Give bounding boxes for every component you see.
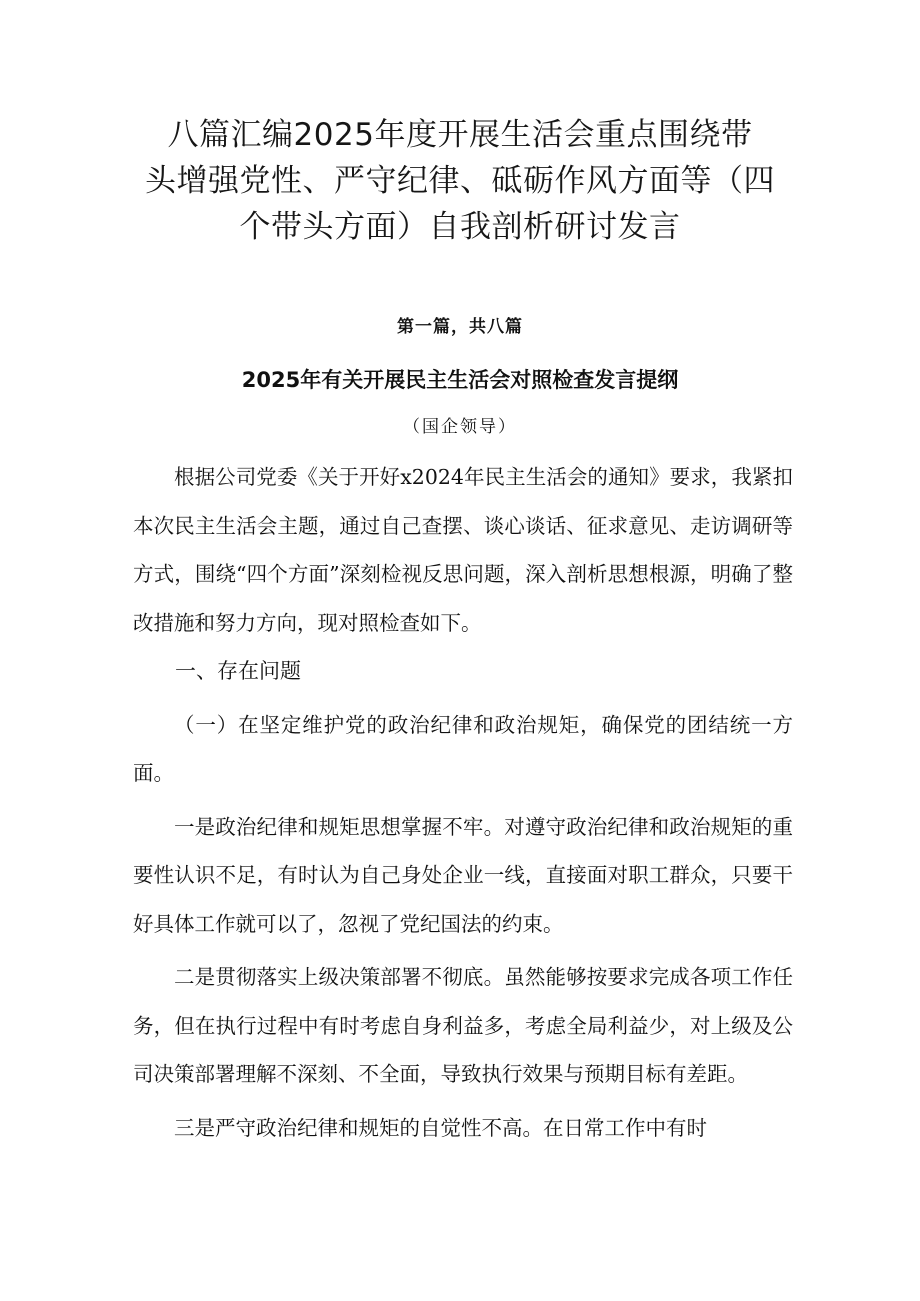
section-number: 第一篇，共八篇	[397, 317, 523, 337]
section-title: 2025年有关开展民主生活会对照检查发言提纲	[241, 368, 679, 392]
title-line-2: 头增强党性、严守纪律、砥砺作风方面等（四	[145, 163, 775, 199]
title-line-1: 八篇汇编2025年度开展生活会重点围绕带	[167, 117, 753, 153]
title-line-3: 个带头方面）自我剖析研讨发言	[239, 209, 681, 245]
point-three: 三是严守政治纪律和规矩的自觉性不高。在日常工作中有时	[174, 1115, 707, 1140]
document-body	[133, 453, 793, 1152]
intro-paragraph: 根据公司党委《关于开好x2024年民主生活会的通知》要求，我紧扣本次民主生活会主题，通过自己查摆、谈心谈话、征求意见、走访调研等方式，围绕“四个方面”深刻检视反思问题，深入剖析思想根源，明确了整改措施和努力方向，现对照检查如下。	[133, 465, 793, 635]
heading-existing-problems: 一、存在问题	[175, 659, 301, 683]
document-title	[120, 112, 800, 250]
subsection-one: （一）在坚定维护党的政治纪律和政治规矩，确保党的团结统一方面。	[133, 712, 793, 785]
point-one: 一是政治纪律和规矩思想掌握不牢。对遵守政治纪律和政治规矩的重要性认识不足，有时认为自己身处企业一线，直接面对职工群众，只要干好具体工作就可以了，忽视了党纪国法的约束。	[133, 814, 793, 936]
point-two: 二是贯彻落实上级决策部署不彻底。虽然能够按要求完成各项工作任务，但在执行过程中有时考虑自身利益多，考虑全局利益少，对上级及公司决策部署理解不深刻、不全面，导致执行效果与预期目标有差距。	[133, 965, 793, 1086]
section-note: （国企领导）	[403, 417, 517, 437]
